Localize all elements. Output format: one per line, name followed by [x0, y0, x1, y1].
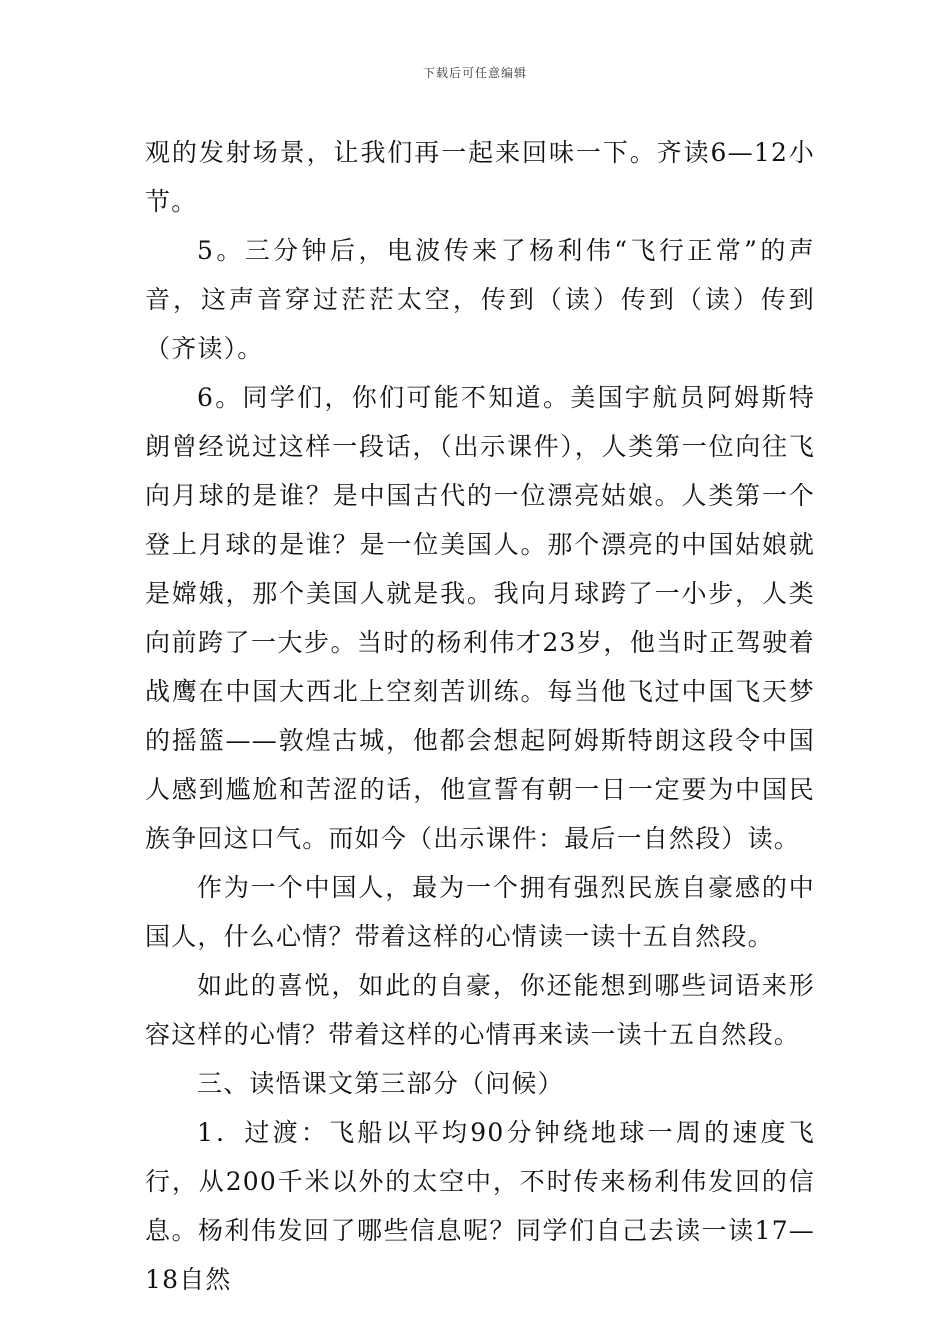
paragraph-item-5: 5。三分钟后，电波传来了杨利伟“飞行正常”的声音，这声音穿过茫茫太空，传到（读）传到（读）传到（齐读）。	[145, 236, 815, 363]
paragraph-feeling: 作为一个中国人，最为一个拥有强烈民族自豪感的中国人，什么心情？带着这样的心情读一读十五自然段。	[145, 873, 815, 951]
document-body	[145, 128, 815, 1304]
page-header: 下载后可任意编辑	[422, 66, 527, 80]
paragraph-transition: 1．过渡：飞船以平均90分钟绕地球一周的速度飞行，从200千米以外的太空中，不时传来杨利伟发回的信息。杨利伟发回了哪些信息呢？同学们自己去读一读17—18自然	[145, 1118, 815, 1294]
section-heading-part-three: 三、读悟课文第三部分（问候）	[197, 1069, 564, 1098]
paragraph-continuation: 观的发射场景，让我们再一起来回味一下。齐读6—12小节。	[145, 138, 815, 216]
paragraph-item-6: 6。同学们，你们可能不知道。美国宇航员阿姆斯特朗曾经说过这样一段话，（出示课件），人类第一位向往飞向月球的是谁？是中国古代的一位漂亮姑娘。人类第一个登上月球的是谁？是一位美国人。那个漂亮的中国姑娘就是嫦娥，那个美国人就是我。我向月球跨了一小步，人类向前跨了一大步。当时的杨利伟才23岁，他当时正驾驶着战鹰在中国大西北上空刻苦训练。每当他飞过中国飞天梦的摇篮——敦煌古城，他都会想起阿姆斯特朗这段令中国人感到尴尬和苦涩的话，他宣誓有朝一日一定要为中国民族争回这口气。而如今（出示课件：最后一自然段）读。	[145, 383, 815, 853]
paragraph-joy: 如此的喜悦，如此的自豪，你还能想到哪些词语来形容这样的心情？带着这样的心情再来读一读十五自然段。	[145, 971, 815, 1049]
